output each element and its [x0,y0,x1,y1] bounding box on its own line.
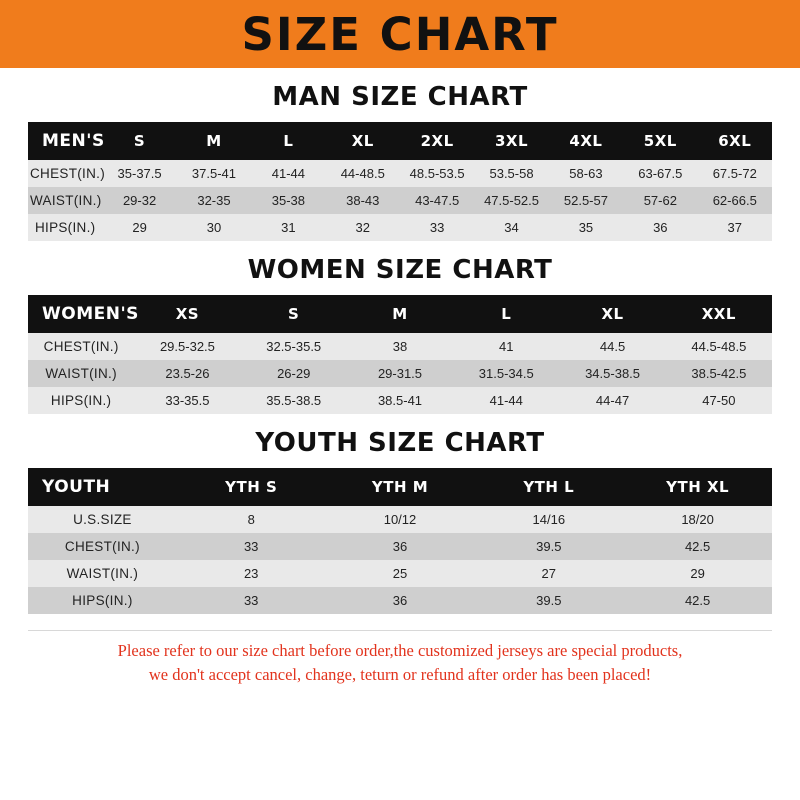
cell: 32-35 [177,187,251,214]
cell: 34 [474,214,548,241]
cell: 32.5-35.5 [241,333,347,360]
cell: 34.5-38.5 [559,360,665,387]
cell: 44.5-48.5 [666,333,772,360]
men-col-header: 4XL [549,122,623,160]
cell: 36 [623,214,697,241]
women-col-header: M [347,295,453,333]
cell: 29 [623,560,772,587]
cell: 38.5-41 [347,387,453,414]
women-table-head [28,295,772,333]
cell: 23 [177,560,326,587]
women-col-header: XL [559,295,665,333]
women-col-header: XXL [666,295,772,333]
men-size-table [28,122,772,241]
women-col-header: L [453,295,559,333]
table-row [28,360,772,387]
cell: 25 [326,560,475,587]
cell: 33-35.5 [134,387,240,414]
cell: 39.5 [474,533,623,560]
row-label: HIPS(IN.) [28,387,134,414]
cell: 36 [326,587,475,614]
cell: 35-38 [251,187,325,214]
cell: 31 [251,214,325,241]
cell: 52.5-57 [549,187,623,214]
cell: 14/16 [474,506,623,533]
cell: 29-32 [102,187,176,214]
men-col-header: M [177,122,251,160]
table-row [28,533,772,560]
cell: 18/20 [623,506,772,533]
cell: 33 [177,533,326,560]
cell: 23.5-26 [134,360,240,387]
women-size-table [28,295,772,414]
cell: 41 [453,333,559,360]
cell: 42.5 [623,587,772,614]
men-col-header: S [102,122,176,160]
men-col-header: L [251,122,325,160]
youth-col-header: YTH S [177,468,326,506]
cell: 53.5-58 [474,160,548,187]
cell: 42.5 [623,533,772,560]
table-row [28,187,772,214]
women-col-header: XS [134,295,240,333]
cell: 29.5-32.5 [134,333,240,360]
section-men [28,82,772,241]
women-table-body [28,333,772,414]
cell: 35 [549,214,623,241]
section-youth [28,428,772,614]
cell: 44-48.5 [326,160,400,187]
cell: 43-47.5 [400,187,474,214]
cell: 36 [326,533,475,560]
section-title-women: WOMEN SIZE CHART [247,255,553,285]
men-table-head [28,122,772,160]
cell: 57-62 [623,187,697,214]
table-row [28,560,772,587]
cell: 41-44 [453,387,559,414]
row-label: HIPS(IN.) [28,214,102,241]
cell: 37.5-41 [177,160,251,187]
cell: 35.5-38.5 [241,387,347,414]
row-label: CHEST(IN.) [28,533,177,560]
cell: 37 [698,214,772,241]
footer-disclaimer [28,630,772,687]
cell: 33 [400,214,474,241]
youth-table-body [28,506,772,614]
men-corner-label: MEN'S [28,122,102,160]
cell: 32 [326,214,400,241]
section-women [28,255,772,414]
table-header-row [28,468,772,506]
cell: 38-43 [326,187,400,214]
cell: 47.5-52.5 [474,187,548,214]
row-label: U.S.SIZE [28,506,177,533]
women-corner-label: WOMEN'S [28,295,134,333]
table-header-row [28,122,772,160]
men-col-header: 2XL [400,122,474,160]
youth-col-header: YTH M [326,468,475,506]
row-label: CHEST(IN.) [28,333,134,360]
cell: 27 [474,560,623,587]
table-header-row [28,295,772,333]
page-title: SIZE CHART [241,7,559,61]
men-table-body [28,160,772,241]
cell: 8 [177,506,326,533]
row-label: WAIST(IN.) [28,360,134,387]
cell: 29 [102,214,176,241]
cell: 62-66.5 [698,187,772,214]
cell: 47-50 [666,387,772,414]
table-row [28,587,772,614]
footer-line-2: we don't accept cancel, change, teturn or refund after order has been placed! [148,664,652,684]
men-col-header: 6XL [698,122,772,160]
cell: 48.5-53.5 [400,160,474,187]
cell: 38.5-42.5 [666,360,772,387]
row-label: WAIST(IN.) [28,560,177,587]
cell: 33 [177,587,326,614]
youth-corner-label: YOUTH [28,468,177,506]
men-col-header: 5XL [623,122,697,160]
table-row [28,214,772,241]
women-col-header: S [241,295,347,333]
footer-line-1: Please refer to our size chart before order,the customized jerseys are special products, [117,641,683,660]
table-row [28,160,772,187]
cell: 39.5 [474,587,623,614]
row-label: HIPS(IN.) [28,587,177,614]
cell: 44.5 [559,333,665,360]
cell: 44-47 [559,387,665,414]
cell: 29-31.5 [347,360,453,387]
table-row [28,387,772,414]
cell: 31.5-34.5 [453,360,559,387]
header-banner [0,0,800,68]
cell: 10/12 [326,506,475,533]
men-col-header: 3XL [474,122,548,160]
cell: 58-63 [549,160,623,187]
men-col-header: XL [326,122,400,160]
row-label: WAIST(IN.) [28,187,102,214]
table-row [28,333,772,360]
cell: 35-37.5 [102,160,176,187]
cell: 67.5-72 [698,160,772,187]
section-title-youth: YOUTH SIZE CHART [255,428,545,458]
section-title-men: MAN SIZE CHART [272,82,528,112]
youth-col-header: YTH XL [623,468,772,506]
youth-col-header: YTH L [474,468,623,506]
row-label: CHEST(IN.) [28,160,102,187]
content-area [0,82,800,687]
table-row [28,506,772,533]
cell: 38 [347,333,453,360]
cell: 30 [177,214,251,241]
youth-table-head [28,468,772,506]
youth-size-table [28,468,772,614]
cell: 63-67.5 [623,160,697,187]
cell: 26-29 [241,360,347,387]
cell: 41-44 [251,160,325,187]
